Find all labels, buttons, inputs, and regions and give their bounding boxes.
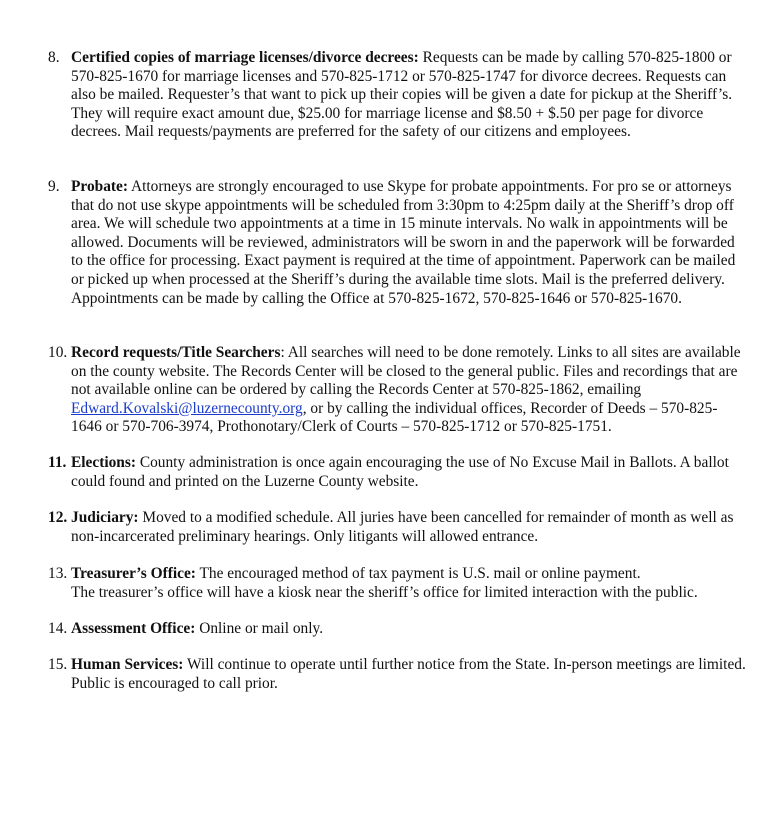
item-heading: Elections: — [71, 454, 136, 471]
list-item-human-services — [48, 656, 748, 693]
list-item-record-requests — [48, 344, 748, 437]
item-text — [71, 620, 748, 639]
list-item-elections — [48, 454, 748, 491]
item-body: The encouraged method of tax payment is U.S. mail or online payment. — [195, 565, 641, 582]
item-heading: Judiciary: — [71, 509, 139, 526]
item-number: 12. — [48, 509, 68, 526]
list-item-assessment — [48, 620, 748, 639]
item-number: 14. — [48, 620, 68, 637]
list-item-marriage-licenses — [48, 49, 748, 142]
item-body: Requests can be made by calling 570-825-1800 or 570-825-1670 for marriage licenses and 570-825-1712 or 570-825-1747 for divorce decrees. Requests can also be mailed. Requester’s that want to pick up their copies will be given a date for pickup at the Sheriff’s. They will require exact amount due, $25.00 for marriage license and $8.50 + $.50 per page for divorce decrees. Mail requests/payments are preferred for the safety of our citizens and employees. — [71, 49, 733, 141]
item-number: 15. — [48, 656, 68, 673]
item-line-2: The treasurer’s office will have a kiosk near the sheriff’s office for limited interaction with the public. — [71, 583, 698, 601]
item-text — [71, 178, 748, 308]
item-body: Attorneys are strongly encouraged to use Skype for probate appointments. For pro se or attorneys that do not use skype appointments will be scheduled from 3:30pm to 4:25pm daily at the Sheriff’s drop off area. We will schedule two appointments at a time in 15 minute intervals. No walk in appointments will be allowed. Documents will be reviewed, administrators will be sworn in and the paperwork will be forwarded to the office for processing. Exact payment is required at the time of appointment. Paperwork can be mailed or picked up when processed at the Sheriff’s during the available time slots. Mail is the preferred delivery. Appointments can be made by calling the Office at 570-825-1672, 570-825-1646 or 570-825-1670. — [71, 178, 736, 307]
item-text — [71, 454, 748, 491]
item-heading: Treasurer’s Office: — [71, 565, 196, 582]
item-heading: Certified copies of marriage licenses/divorce decrees: — [71, 49, 419, 66]
list-item-judiciary — [48, 509, 748, 546]
email-link[interactable]: Edward.Kovalski@luzernecounty.org — [71, 399, 303, 417]
item-number: 8. — [48, 49, 60, 66]
item-heading: Probate: — [71, 178, 128, 195]
item-body: Moved to a modified schedule. All juries have been cancelled for remainder of month as well as non-incarcerated preliminary hearings. Only litigants will allowed entrance. — [71, 509, 734, 545]
item-text — [71, 565, 748, 602]
item-number: 9. — [48, 178, 60, 195]
item-body: Online or mail only. — [195, 620, 324, 637]
item-body-part1: : All searches will need to be done remotely. Links to all sites are available on the county website. The Records Center will be closed to the general public. Files and recordings that are not available online can be ordered by calling the Records Center at 570-825-1862, emailing — [71, 344, 741, 399]
item-line-1 — [71, 565, 748, 584]
item-text — [71, 509, 748, 546]
item-heading: Record requests/Title Searchers — [71, 344, 281, 361]
item-number: 11. — [48, 454, 67, 471]
item-body-part2: , or by calling the individual offices, Recorder of Deeds – 570-825-1646 or 570-706-3974, Prothonotary/Clerk of Courts – 570-825-1712 or 570-825-1751. — [71, 399, 718, 436]
item-text — [71, 344, 748, 437]
item-text — [71, 656, 748, 693]
item-heading: Human Services: — [71, 656, 184, 673]
item-body: County administration is once again encouraging the use of No Excuse Mail in Ballots. A ballot could found and printed on the Luzerne County website. — [71, 454, 729, 490]
item-body: Will continue to operate until further notice from the State. In-person meetings are limited. Public is encouraged to call prior. — [71, 656, 746, 692]
item-number: 13. — [48, 565, 68, 582]
item-number: 10. — [48, 344, 68, 361]
list-item-treasurer — [48, 565, 748, 602]
list-item-probate — [48, 178, 748, 308]
item-text — [71, 49, 748, 142]
item-heading: Assessment Office: — [71, 620, 196, 637]
